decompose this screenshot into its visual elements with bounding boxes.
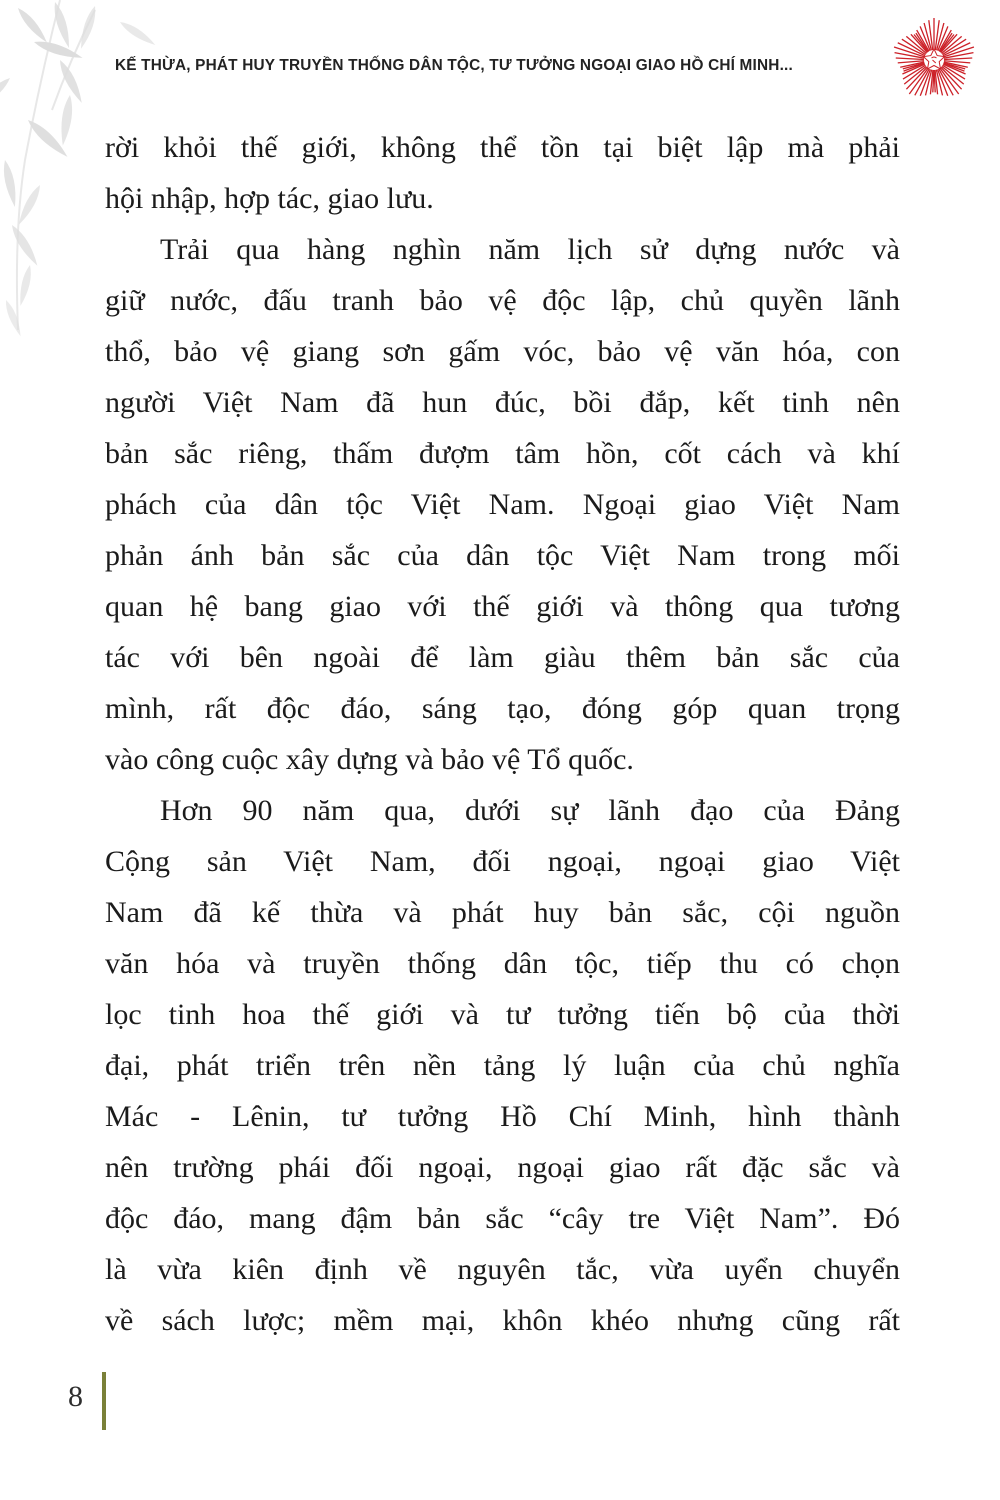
text-line: tác với bên ngoài để làm giàu thêm bản sắc của (105, 641, 900, 674)
text-line: Mác - Lênin, tư tưởng Hồ Chí Minh, hình thành (105, 1100, 900, 1133)
text-line: Hơn 90 năm qua, dưới sự lãnh đạo của Đảng (160, 794, 900, 827)
text-line: người Việt Nam đã hun đúc, bồi đắp, kết tinh nên (105, 386, 900, 419)
body-text (105, 122, 900, 1346)
text-line: lọc tinh hoa thế giới và tư tưởng tiến bộ của thời (105, 998, 900, 1031)
paragraph (105, 224, 900, 785)
text-line: về sách lược; mềm mại, khôn khéo nhưng cũng rất (105, 1304, 900, 1337)
text-line: Nam đã kế thừa và phát huy bản sắc, cội nguồn (105, 896, 900, 929)
text-line: phách của dân tộc Việt Nam. Ngoại giao Việt Nam (105, 488, 900, 521)
text-line: hội nhập, hợp tác, giao lưu. (105, 182, 434, 215)
paragraph (105, 122, 900, 224)
text-line: Cộng sản Việt Nam, đối ngoại, ngoại giao Việt (105, 845, 900, 878)
text-line: giữ nước, đấu tranh bảo vệ độc lập, chủ quyền lãnh (105, 284, 900, 317)
text-line: vào công cuộc xây dựng và bảo vệ Tổ quốc. (105, 743, 634, 776)
page-number: 8 (68, 1380, 83, 1413)
text-line: phản ánh bản sắc của dân tộc Việt Nam trong mối (105, 539, 900, 572)
text-line: là vừa kiên định về nguyên tắc, vừa uyển chuyển (105, 1253, 900, 1286)
running-header-title: KẾ THỪA, PHÁT HUY TRUYỀN THỐNG DÂN TỘC, TƯ TƯỞNG NGOẠI GIAO HỒ CHÍ MINH... (115, 57, 793, 74)
publisher-logo-icon (886, 6, 982, 116)
text-line: độc đáo, mang đậm bản sắc “cây tre Việt Nam”. Đó (105, 1202, 900, 1235)
text-line: quan hệ bang giao với thế giới và thông qua tương (105, 590, 900, 623)
text-line: rời khỏi thế giới, không thể tồn tại biệt lập mà phải (105, 131, 900, 164)
text-line: nên trường phái đối ngoại, ngoại giao rất đặc sắc và (105, 1151, 900, 1184)
text-line: văn hóa và truyền thống dân tộc, tiếp thu có chọn (105, 947, 900, 980)
paragraph (105, 785, 900, 1346)
text-line: Trải qua hàng nghìn năm lịch sử dựng nước và (160, 233, 900, 266)
text-line: thổ, bảo vệ giang sơn gấm vóc, bảo vệ văn hóa, con (105, 335, 900, 368)
footer-rule (102, 1372, 106, 1430)
text-line: đại, phát triển trên nền tảng lý luận của chủ nghĩa (105, 1049, 900, 1082)
text-line: mình, rất độc đáo, sáng tạo, đóng góp quan trọng (105, 692, 900, 725)
text-line: bản sắc riêng, thấm đượm tâm hồn, cốt cách và khí (105, 437, 900, 470)
